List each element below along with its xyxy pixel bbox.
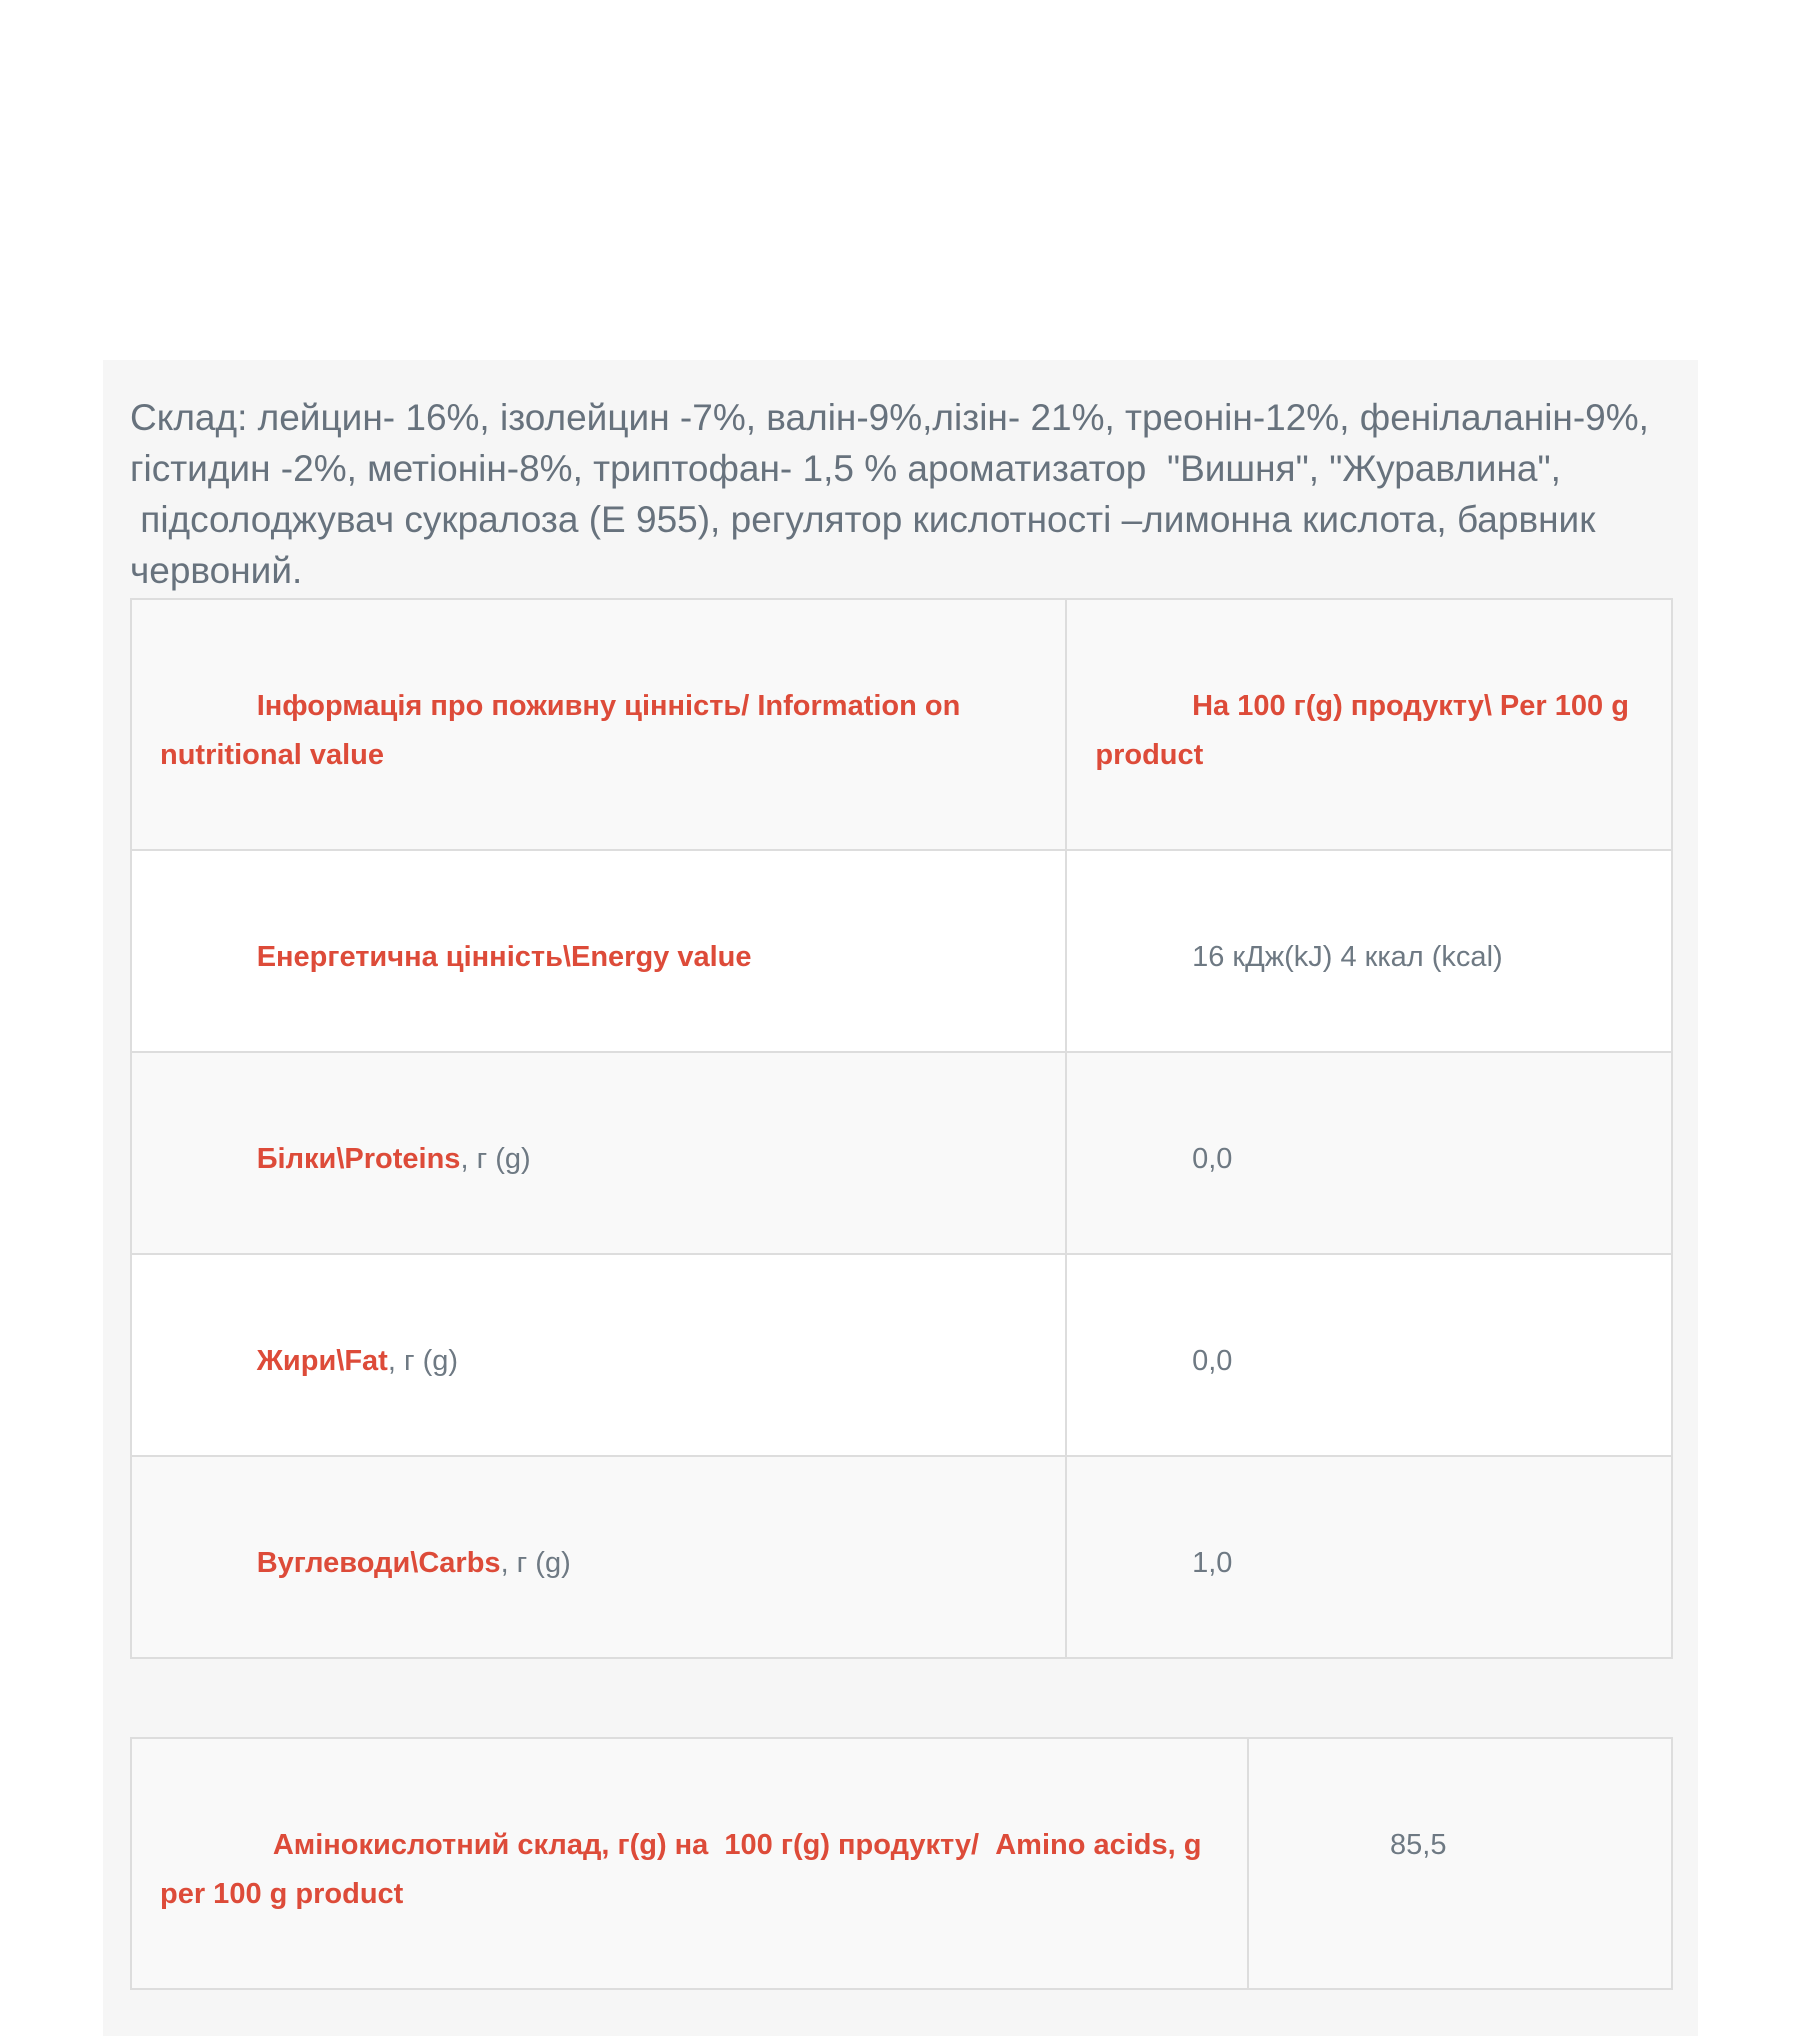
table-row-energy bbox=[131, 850, 1672, 1052]
amino-acids-row bbox=[131, 1738, 1672, 1989]
row-value-cell bbox=[1066, 1254, 1672, 1456]
row-label-cell bbox=[131, 1456, 1066, 1658]
row-value: 0,0 bbox=[1192, 1143, 1233, 1175]
row-value: 16 кДж(kJ) 4 ккал (kcal) bbox=[1192, 941, 1503, 973]
row-unit: , г (g) bbox=[460, 1143, 531, 1175]
table-row-fat bbox=[131, 1254, 1672, 1456]
row-label: Енергетична цінність\Energy value bbox=[256, 941, 752, 973]
composition-line: підсолоджувач сукралоза (Е 955), регулятор кислотності –лимонна кислота, барвник bbox=[130, 499, 1596, 540]
row-label-cell bbox=[131, 1052, 1066, 1254]
row-value: 0,0 bbox=[1192, 1345, 1233, 1377]
composition-line: гістидин -2%, метіонін-8%, триптофан- 1,5 % ароматизатор "Вишня", "Журавлина", bbox=[130, 448, 1561, 489]
nutrition-table bbox=[130, 598, 1673, 1659]
row-label: Білки\Proteins bbox=[256, 1143, 461, 1175]
row-value: 1,0 bbox=[1192, 1547, 1233, 1579]
row-unit: , г (g) bbox=[387, 1345, 459, 1377]
nutrition-header-label-cell bbox=[131, 599, 1066, 850]
row-value-cell bbox=[1066, 1456, 1672, 1658]
composition-line: червоний. bbox=[130, 550, 303, 591]
amino-value: 85,5 bbox=[1390, 1829, 1447, 1861]
table-row-proteins bbox=[131, 1052, 1672, 1254]
row-value-cell bbox=[1066, 850, 1672, 1052]
row-label-cell bbox=[131, 850, 1066, 1052]
nutrition-header-value-cell bbox=[1066, 599, 1672, 850]
row-label: Вуглеводи\Carbs bbox=[256, 1547, 501, 1579]
amino-table-wrap bbox=[130, 1737, 1673, 1990]
table-row-carbs bbox=[131, 1456, 1672, 1658]
amino-label-cell bbox=[131, 1738, 1248, 1989]
amino-label: Амінокислотний склад, г(g) на 100 г(g) продукту/ Amino acids, g per 100 g product bbox=[160, 1829, 1210, 1910]
amino-value-cell bbox=[1248, 1738, 1672, 1989]
row-unit: , г (g) bbox=[500, 1547, 571, 1579]
row-label: Жири\Fat bbox=[256, 1345, 388, 1377]
product-description-panel bbox=[103, 360, 1698, 2036]
row-label-cell bbox=[131, 1254, 1066, 1456]
row-value-cell bbox=[1066, 1052, 1672, 1254]
nutrition-header-value-label: На 100 г(g) продукту\ Per 100 g product bbox=[1095, 690, 1637, 771]
composition-paragraph bbox=[130, 392, 1673, 596]
nutrition-header-row bbox=[131, 599, 1672, 850]
nutrition-header-label: Інформація про поживну цінність/ Information on nutritional value bbox=[160, 690, 969, 771]
amino-acids-table bbox=[130, 1737, 1673, 1990]
composition-line: Склад: лейцин- 16%, ізолейцин -7%, валін-9%,лізін- 21%, треонін-12%, фенілаланін-9%, bbox=[130, 397, 1649, 438]
